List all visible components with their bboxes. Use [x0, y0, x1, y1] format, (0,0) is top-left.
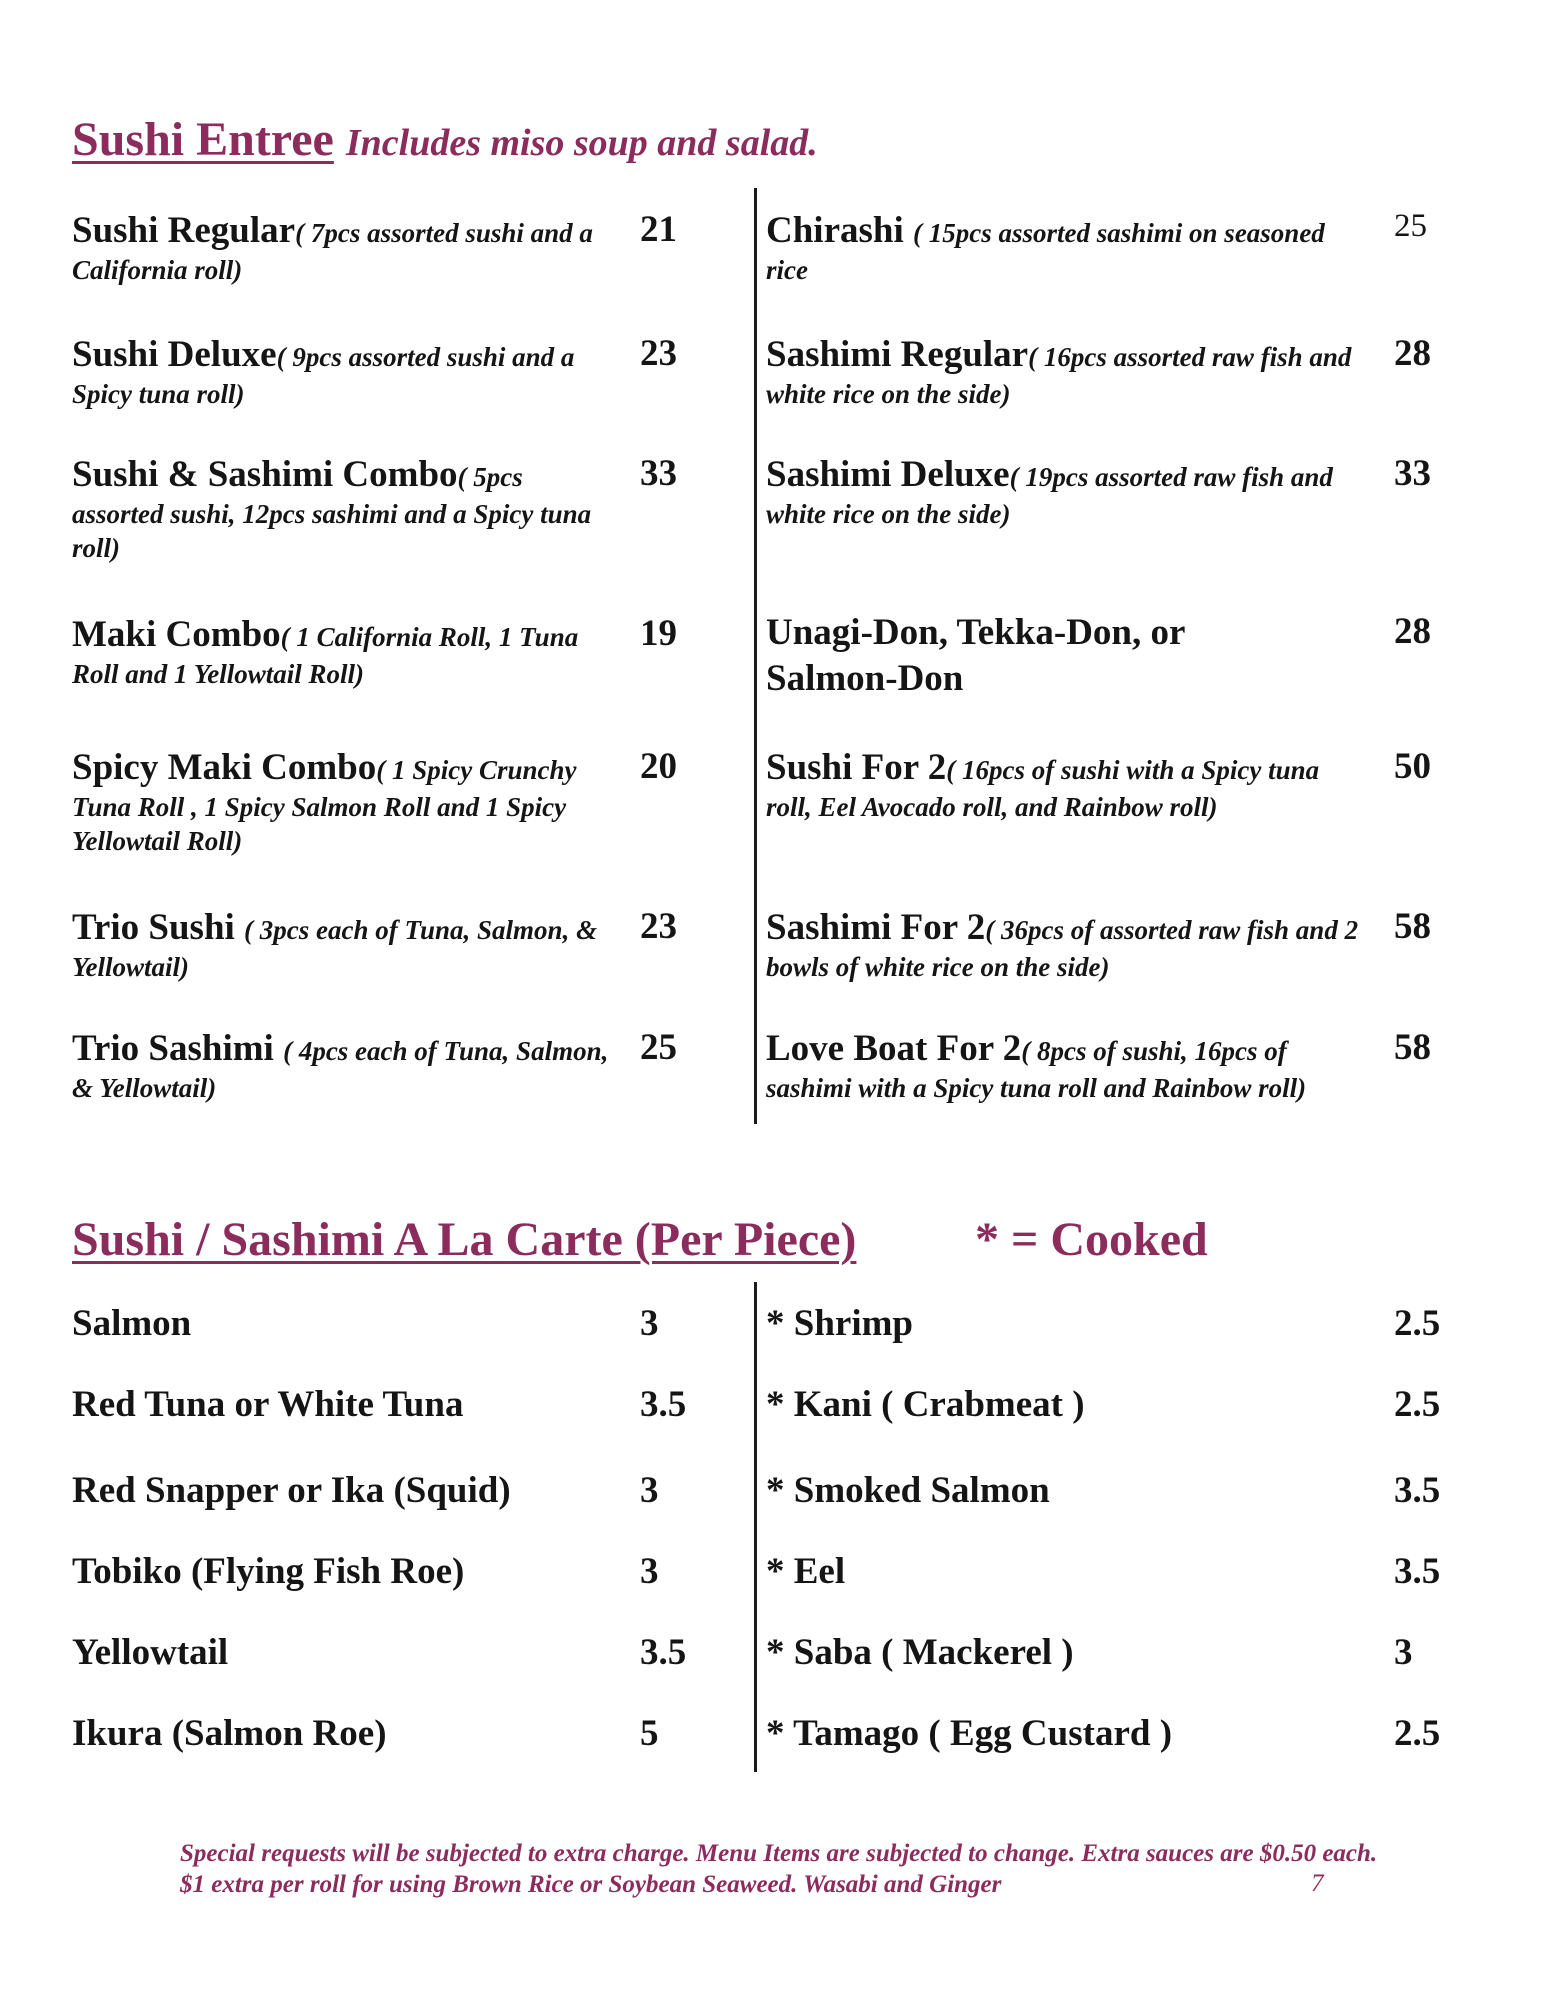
cooked-legend: * = Cooked [975, 1213, 1208, 1266]
menu-item [72, 905, 712, 985]
alacarte-heading [72, 1212, 856, 1267]
alacarte-item-price: 2.5 [1394, 1713, 1441, 1754]
alacarte-item-name: * Saba ( Mackerel ) [766, 1632, 1074, 1673]
alacarte-item-name: Yellowtail [72, 1632, 229, 1673]
alacarte-item-price: 3 [640, 1551, 659, 1592]
item-price: 33 [1394, 453, 1431, 494]
alacarte-item-name: * Eel [766, 1551, 846, 1592]
item-price: 28 [1394, 611, 1431, 652]
menu-item [766, 1026, 1466, 1106]
alacarte-item-price: 3.5 [640, 1632, 687, 1673]
item-price: 50 [1394, 746, 1431, 787]
item-price: 20 [640, 746, 677, 787]
entree-subtitle: Includes miso soup and salad. [345, 122, 818, 164]
item-name: Maki Combo [72, 614, 281, 655]
item-desc: ( 19pcs assorted raw fish and white rice on the side) [766, 462, 1333, 530]
entree-title: Sushi Entree [72, 113, 334, 166]
menu-item [766, 332, 1466, 412]
item-price: 58 [1394, 1027, 1431, 1068]
item-desc: ( 1 Spicy Crunchy Tuna Roll , 1 Spicy Salmon Roll and 1 Spicy Yellowtail Roll) [72, 755, 577, 856]
alacarte-title: Sushi / Sashimi A La Carte (Per Piece) [72, 1213, 857, 1266]
alacarte-item-name: Red Snapper or Ika (Squid) [72, 1470, 511, 1511]
menu-item [72, 332, 712, 412]
alacarte-item-price: 2.5 [1394, 1384, 1441, 1425]
item-desc: ( 16pcs assorted raw fish and white rice on the side) [766, 342, 1352, 410]
item-name: Sashimi Deluxe [766, 454, 1010, 495]
item-desc: ( 7pcs assorted sushi and a California roll) [72, 218, 593, 286]
item-name: Sushi For 2 [766, 747, 947, 788]
alacarte-item-name: Tobiko (Flying Fish Roe) [72, 1551, 465, 1592]
alacarte-item-name: Ikura (Salmon Roe) [72, 1713, 387, 1754]
item-desc: ( 1 California Roll, 1 Tuna Roll and 1 Yellowtail Roll) [72, 622, 579, 690]
footer-note: Special requests will be subjected to extra charge. Menu Items are subjected to change. Extra sauces are $0.50 each. $1 extra per roll for using Brown Rice or Soybean Seaweed. Wasabi and Ginger [180, 1840, 1378, 1899]
item-name: Chirashi [766, 210, 914, 251]
page-number: 7 [1311, 1870, 1324, 1897]
item-name: Trio Sushi [72, 907, 245, 948]
item-price: 23 [640, 906, 677, 947]
alacarte-item-name: Salmon [72, 1303, 192, 1344]
item-price: 23 [640, 333, 677, 374]
item-desc: ( 16pcs of sushi with a Spicy tuna roll, Eel Avocado roll, and Rainbow roll) [766, 755, 1320, 823]
item-price: 25 [1394, 208, 1427, 244]
item-price: 58 [1394, 906, 1431, 947]
item-desc: ( 5pcs assorted sushi, 12pcs sashimi and a Spicy tuna roll) [72, 462, 592, 563]
alacarte-item-price: 3 [640, 1470, 659, 1511]
menu-item [766, 905, 1466, 985]
entree-heading [72, 112, 818, 167]
menu-item [766, 452, 1466, 532]
item-desc: ( 15pcs assorted sashimi on seasoned rice [766, 218, 1325, 286]
item-desc: ( 9pcs assorted sushi and a Spicy tuna roll) [72, 342, 575, 410]
item-name: Sashimi For 2 [766, 907, 986, 948]
item-desc: ( 36pcs of assorted raw fish and 2 bowls of white rice on the side) [766, 915, 1359, 983]
alacarte-item-name: Red Tuna or White Tuna [72, 1384, 464, 1425]
item-name: Unagi-Don, Tekka-Don, or Salmon-Don [766, 612, 1185, 700]
alacarte-item-price: 3.5 [640, 1384, 687, 1425]
entree-divider [754, 188, 757, 1124]
alacarte-item-name: * Kani ( Crabmeat ) [766, 1384, 1085, 1425]
alacarte-item-name: * Smoked Salmon [766, 1470, 1050, 1511]
item-price: 19 [640, 613, 677, 654]
item-desc: ( 4pcs each of Tuna, Salmon, & Yellowtail) [72, 1036, 609, 1104]
item-desc: ( 8pcs of sushi, 16pcs of sashimi with a Spicy tuna roll and Rainbow roll) [766, 1036, 1307, 1104]
item-name: Sashimi Regular [766, 334, 1029, 375]
alacarte-item-name: * Tamago ( Egg Custard ) [766, 1713, 1173, 1754]
item-name: Sushi & Sashimi Combo [72, 454, 458, 495]
item-name: Spicy Maki Combo [72, 747, 377, 788]
alacarte-divider [754, 1282, 757, 1772]
alacarte-item-name: * Shrimp [766, 1303, 914, 1344]
item-price: 28 [1394, 333, 1431, 374]
item-price: 21 [640, 209, 677, 250]
menu-item [766, 610, 1466, 703]
menu-item [766, 208, 1466, 288]
alacarte-item-price: 2.5 [1394, 1303, 1441, 1344]
item-name: Sushi Regular [72, 210, 296, 251]
menu-item [72, 612, 712, 692]
item-price: 25 [640, 1027, 677, 1068]
menu-item [72, 208, 712, 288]
menu-item [72, 1026, 712, 1106]
item-name: Trio Sashimi [72, 1028, 284, 1069]
alacarte-item-price: 3 [640, 1303, 659, 1344]
alacarte-item-price: 3 [1394, 1632, 1413, 1673]
alacarte-item-price: 3.5 [1394, 1551, 1441, 1592]
menu-item [72, 745, 712, 859]
menu-item [766, 745, 1466, 825]
item-desc: ( 3pcs each of Tuna, Salmon, & Yellowtail) [72, 915, 598, 983]
menu-item [72, 452, 712, 566]
item-name: Love Boat For 2 [766, 1028, 1022, 1069]
item-price: 33 [640, 453, 677, 494]
item-name: Sushi Deluxe [72, 334, 277, 375]
alacarte-item-price: 3.5 [1394, 1470, 1441, 1511]
alacarte-item-price: 5 [640, 1713, 659, 1754]
